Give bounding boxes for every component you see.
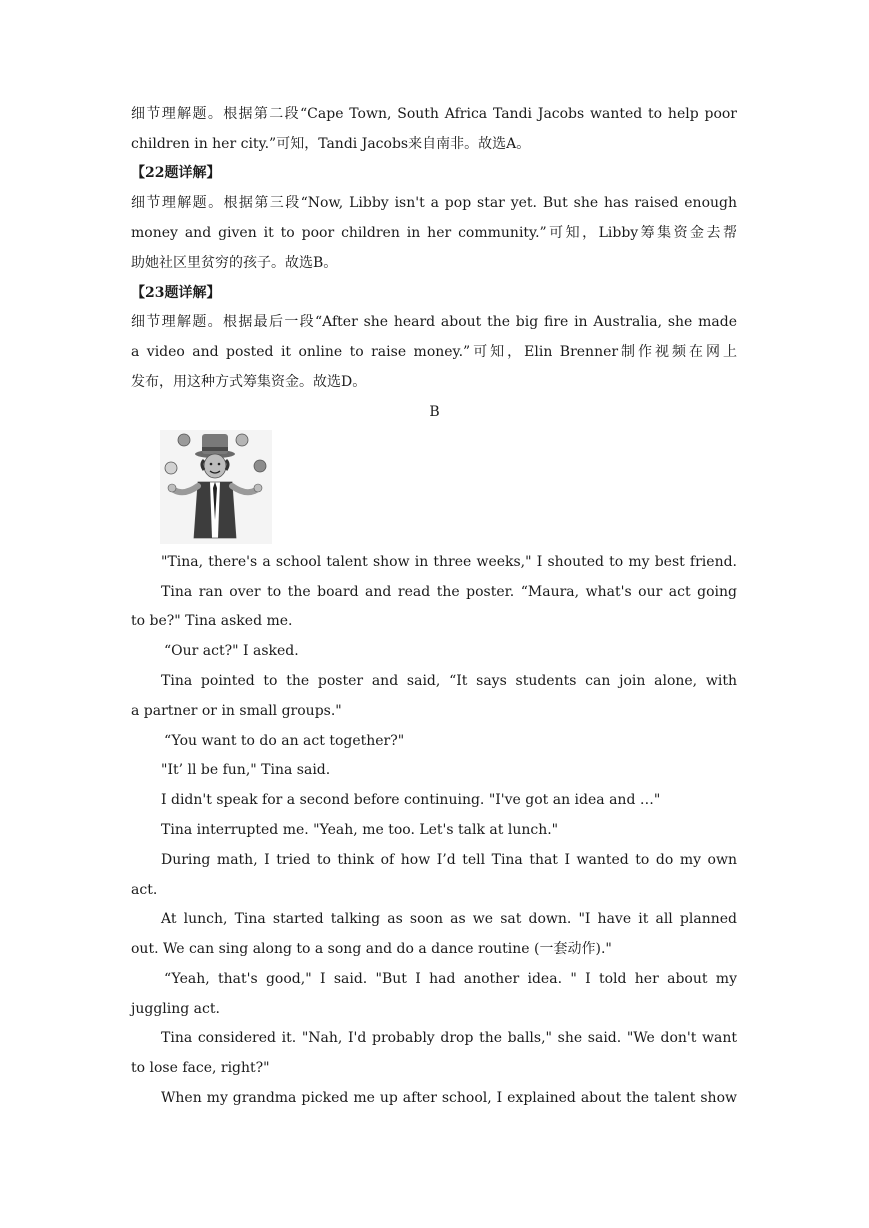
story-line-7: “You want to do an act together?" [164,733,405,749]
story-line-19: When my grandma picked me up after school, I explained about the talent show [161,1090,737,1106]
ball-icon [178,434,190,446]
story-line-11: During math, I tried to think of how I’d tell Tina that I wanted to do my own [161,852,737,868]
section-label: B [429,404,440,420]
q22-line-1: 细节理解题。根据第三段“Now, Libby isn't a pop star yet. But she has raised enough [131,195,737,211]
juggler-illustration [160,430,272,544]
story-line-13: At lunch, Tina started talking as soon as we sat down. "I have it all planned [161,911,737,927]
story-line-1: "Tina, there's a school talent show in three weeks," I shouted to my best friend. [161,554,737,570]
story-line-12: act. [131,882,158,898]
q22-line-2: money and given it to poor children in her community.”可知，Libby筹集资金去帮 [131,225,737,241]
story-line-9: I didn't speak for a second before continuing. "I've got an idea and …" [161,792,661,808]
ball-icon [236,434,248,446]
story-line-2: Tina ran over to the board and read the poster. “Maura, what's our act going [161,584,737,600]
ball-icon [254,460,266,472]
q23-line-1: 细节理解题。根据最后一段“After she heard about the big fire in Australia, she made [131,314,737,330]
q23-heading: 【23题详解】 [131,285,221,301]
story-line-18: to lose face, right?" [131,1060,270,1076]
story-line-4: “Our act?" I asked. [164,643,299,659]
explanation-21-line-1: 细节理解题。根据第二段“Cape Town, South Africa Tandi Jacobs wanted to help poor [131,106,737,122]
q23-line-2: a video and posted it online to raise money.”可知，Elin Brenner制作视频在网上 [131,344,737,360]
story-line-10: Tina interrupted me. "Yeah, me too. Let's talk at lunch." [161,822,559,838]
explanation-21-line-2: children in her city.”可知，Tandi Jacobs来自南非。故选A。 [131,136,531,152]
story-line-17: Tina considered it. "Nah, I'd probably drop the balls," she said. "We don't want [161,1030,737,1046]
q22-line-3: 助她社区里贫穷的孩子。故选B。 [131,255,338,271]
q22-heading: 【22题详解】 [131,165,221,181]
story-line-6: a partner or in small groups." [131,703,342,719]
ball-icon [165,462,177,474]
story-line-5: Tina pointed to the poster and said, “It says students can join alone, with [161,673,737,689]
story-line-16: juggling act. [131,1001,220,1017]
story-line-15: “Yeah, that's good," I said. "But I had another idea. " I told her about my [164,971,737,987]
story-line-3: to be?" Tina asked me. [131,613,293,629]
q23-line-3: 发布，用这种方式筹集资金。故选D。 [131,374,367,390]
story-line-14: out. We can sing along to a song and do a dance routine (一套动作)." [131,941,612,957]
story-line-8: "It’ ll be fun," Tina said. [161,762,331,778]
